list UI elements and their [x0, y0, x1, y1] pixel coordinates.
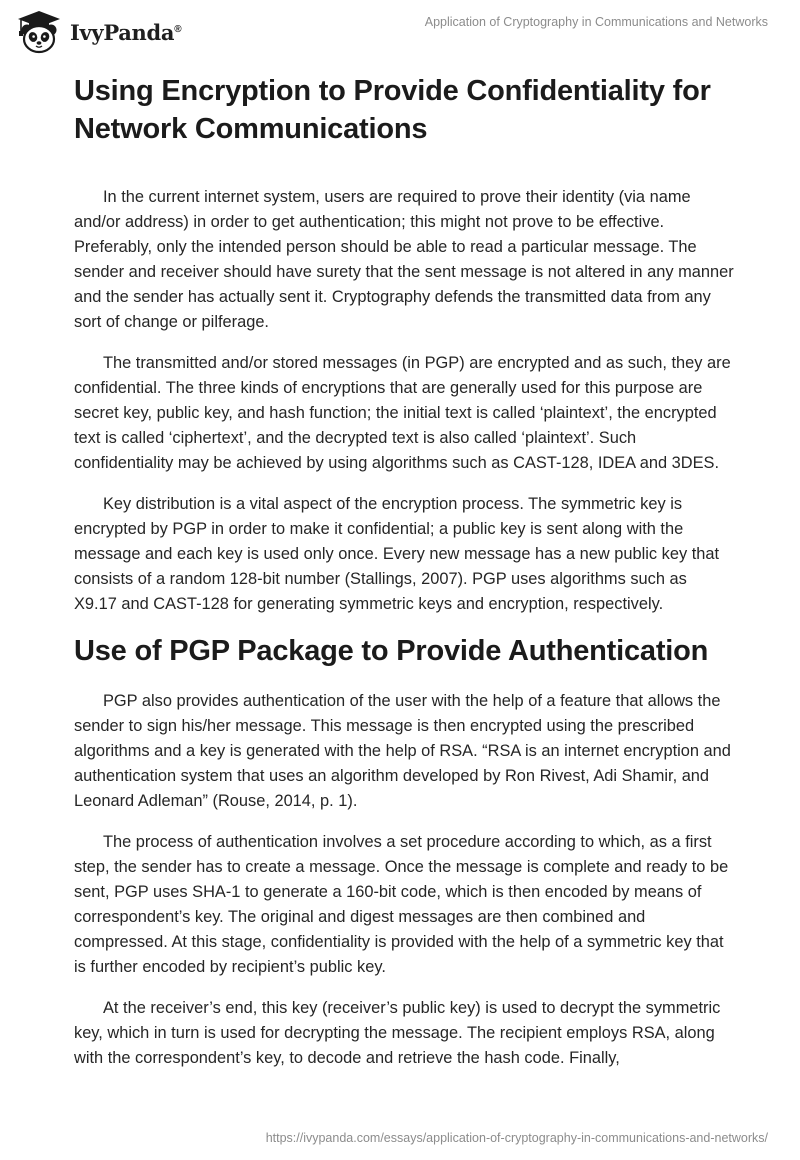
- ivypanda-logo[interactable]: [14, 10, 181, 54]
- section-heading-encryption: Using Encryption to Provide Confidentiality for Network Communications: [74, 75, 711, 145]
- paragraph: Key distribution is a vital aspect of the encryption process. The symmetric key is encrypted by PGP in order to make it confidential; a public key is sent along with the message and each key is used only once. Every new message has a new public key that consists of a random 128-bit number (Stallings, 2007). PGP uses algorithms such as X9.17 and CAST-128 for generating symmetric keys and encryption, respectively.: [74, 495, 720, 613]
- article-body: [74, 72, 734, 1071]
- page-header: [0, 0, 800, 60]
- paragraph: The process of authentication involves a set procedure according to which, as a first step, the sender has to create a message. Once the message is complete and ready to be sent, PGP uses SHA-1 to generate a 160-bit code, which is then encoded by means of correspondent’s key. The original and digest messages are then combined and compressed. At this stage, confidentiality is provided with the help of a symmetric key that is further encoded by recipient’s public key.: [74, 833, 729, 976]
- paragraph: The transmitted and/or stored messages (in PGP) are encrypted and as such, they are confidential. The three kinds of encryptions that are generally used for this purpose are secret key, public key, and hash function; the initial text is called ‘plaintext’, the encrypted text is called ‘ciphertext’, and the decrypted text is also called ‘plaintext’. Such confidentiality may be achieved by using algorithms such as CAST-128, IDEA and 3DES.: [74, 354, 731, 472]
- panda-graduate-icon: [14, 10, 64, 54]
- paragraph: In the current internet system, users are required to prove their identity (via name and/or address) in order to get authentication; this might not prove to be effective. Preferably, only the intended person should be able to read a particular message. The sender and receiver should have surety that the sent message is not altered in any manner and the sender has actually sent it. Cryptography defends the transmitted data from any sort of change or pilferage.: [74, 188, 734, 331]
- paragraph: At the receiver’s end, this key (receiver’s public key) is used to decrypt the symmetric key, which in turn is used for decrypting the message. The recipient employs RSA, along with the correspondent’s key, to decode and retrieve the hash code. Finally,: [74, 999, 721, 1067]
- section-heading-authentication: Use of PGP Package to Provide Authentication: [74, 635, 709, 667]
- brand-name: IvyPanda®: [70, 19, 182, 45]
- source-url[interactable]: https://ivypanda.com/essays/application-of-cryptography-in-communications-and-networks/: [265, 1131, 768, 1145]
- paragraph: PGP also provides authentication of the user with the help of a feature that allows the sender to sign his/her message. This message is then encrypted using the prescribed algorithms and a key is generated with the help of RSA. “RSA is an internet encryption and authentication system that uses an algorithm developed by Ron Rivest, Adi Shamir, and Leonard Adleman” (Rouse, 2014, p. 1).: [74, 692, 731, 810]
- document-title: Application of Cryptography in Communications and Networks: [424, 15, 768, 29]
